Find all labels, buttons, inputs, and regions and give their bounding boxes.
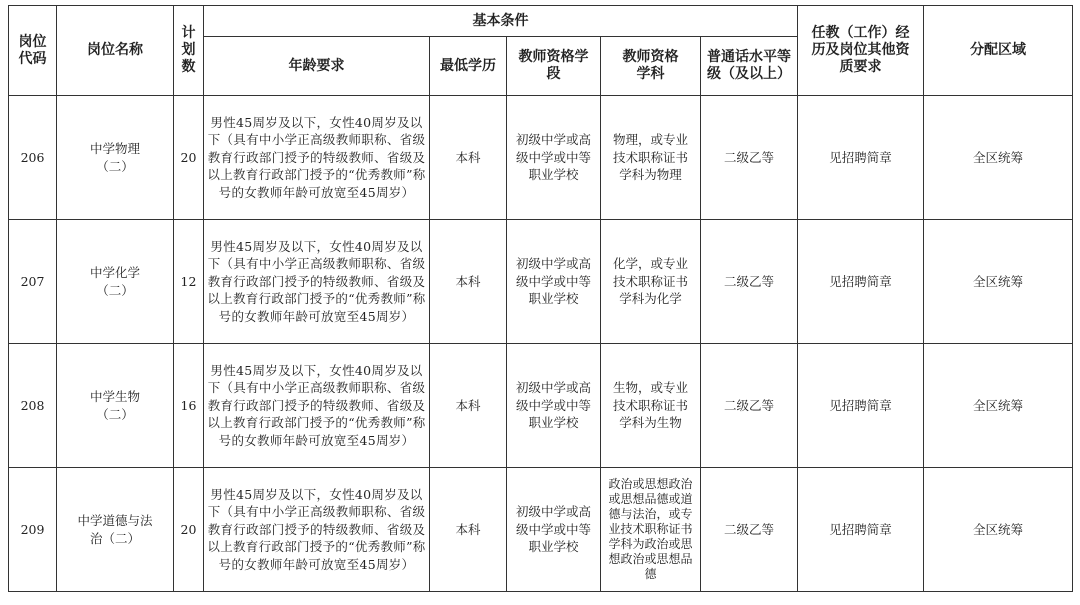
- cell-subject: 政治或思想政治或思想品德或道德与法治，或专业技术职称证书学科为政治或思想政治或思想品德: [601, 468, 701, 592]
- cell-experience: 见招聘简章: [798, 96, 924, 220]
- table-row: [9, 344, 1073, 468]
- header-plan: 计划数: [174, 6, 204, 96]
- cell-stage: 初级中学或高级中学或中等职业学校: [507, 344, 601, 468]
- cell-age: 男性45周岁及以下，女性40周岁及以下（具有中小学正高级教师职称、省级教育行政部门授予的特级教师、省级及以上教育行政部门授予的“优秀教师”称号的女教师年龄可放宽至45周岁）: [204, 220, 430, 344]
- header-experience: 任教（工作）经历及岗位其他资质要求: [798, 6, 924, 96]
- cell-region: 全区统筹: [924, 220, 1073, 344]
- cell-experience: 见招聘简章: [798, 344, 924, 468]
- header-edu: 最低学历: [430, 37, 507, 96]
- cell-name: 中学道德与法治（二）: [57, 468, 174, 592]
- header-subject: 教师资格学科: [601, 37, 701, 96]
- cell-name: 中学物理（二）: [57, 96, 174, 220]
- cell-edu: 本科: [430, 96, 507, 220]
- header-code: 岗位代码: [9, 6, 57, 96]
- cell-region: 全区统筹: [924, 468, 1073, 592]
- cell-age: 男性45周岁及以下，女性40周岁及以下（具有中小学正高级教师职称、省级教育行政部门授予的特级教师、省级及以上教育行政部门授予的“优秀教师”称号的女教师年龄可放宽至45周岁）: [204, 468, 430, 592]
- header-stage: 教师资格学段: [507, 37, 601, 96]
- cell-age: 男性45周岁及以下，女性40周岁及以下（具有中小学正高级教师职称、省级教育行政部门授予的特级教师、省级及以上教育行政部门授予的“优秀教师”称号的女教师年龄可放宽至45周岁）: [204, 344, 430, 468]
- cell-stage: 初级中学或高级中学或中等职业学校: [507, 96, 601, 220]
- cell-mandarin: 二级乙等: [701, 468, 798, 592]
- header-basic-conditions: 基本条件: [204, 6, 798, 37]
- header-age: 年龄要求: [204, 37, 430, 96]
- cell-mandarin: 二级乙等: [701, 96, 798, 220]
- cell-region: 全区统筹: [924, 96, 1073, 220]
- cell-name: 中学化学（二）: [57, 220, 174, 344]
- cell-edu: 本科: [430, 468, 507, 592]
- cell-mandarin: 二级乙等: [701, 220, 798, 344]
- cell-code: 208: [9, 344, 57, 468]
- cell-code: 209: [9, 468, 57, 592]
- cell-subject: 化学，或专业技术职称证书学科为化学: [601, 220, 701, 344]
- cell-edu: 本科: [430, 344, 507, 468]
- cell-experience: 见招聘简章: [798, 220, 924, 344]
- cell-experience: 见招聘简章: [798, 468, 924, 592]
- cell-plan: 20: [174, 468, 204, 592]
- cell-subject: 生物，或专业技术职称证书学科为生物: [601, 344, 701, 468]
- cell-region: 全区统筹: [924, 344, 1073, 468]
- table-row: [9, 468, 1073, 592]
- cell-name: 中学生物（二）: [57, 344, 174, 468]
- cell-plan: 20: [174, 96, 204, 220]
- header-name: 岗位名称: [57, 6, 174, 96]
- cell-code: 206: [9, 96, 57, 220]
- table-row: [9, 220, 1073, 344]
- cell-stage: 初级中学或高级中学或中等职业学校: [507, 220, 601, 344]
- cell-stage: 初级中学或高级中学或中等职业学校: [507, 468, 601, 592]
- table-row: [9, 96, 1073, 220]
- cell-code: 207: [9, 220, 57, 344]
- job-positions-table: [8, 5, 1073, 592]
- header-row-top: [9, 6, 1073, 37]
- cell-plan: 16: [174, 344, 204, 468]
- header-mandarin: 普通话水平等级（及以上）: [701, 37, 798, 96]
- cell-edu: 本科: [430, 220, 507, 344]
- cell-mandarin: 二级乙等: [701, 344, 798, 468]
- cell-plan: 12: [174, 220, 204, 344]
- cell-subject: 物理，或专业技术职称证书学科为物理: [601, 96, 701, 220]
- cell-age: 男性45周岁及以下，女性40周岁及以下（具有中小学正高级教师职称、省级教育行政部门授予的特级教师、省级及以上教育行政部门授予的“优秀教师”称号的女教师年龄可放宽至45周岁）: [204, 96, 430, 220]
- header-region: 分配区域: [924, 6, 1073, 96]
